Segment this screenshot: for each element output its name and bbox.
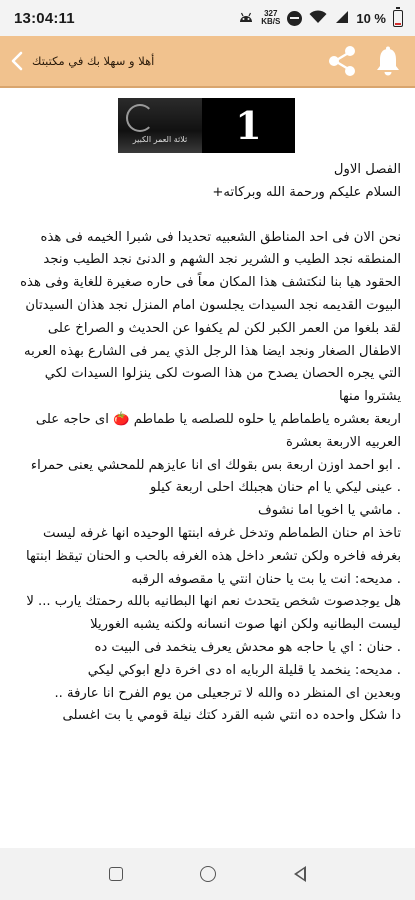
net-speed	[261, 10, 280, 26]
net-speed-value: 327	[264, 9, 278, 18]
do-not-disturb-icon	[287, 11, 302, 26]
recents-icon[interactable]	[109, 867, 123, 881]
paragraph: هل يوجدصوت شخص يتحدث نعم انها البطانيه بالله رحمتك يارب ... لا ليست البطانيه ولكن انها صوت انسانه ولكنه يشبه الغوريلا	[26, 594, 401, 633]
wifi-icon	[309, 10, 327, 27]
paragraph: وبعدين اى المنظر ده والله لا ترجعيلى من يوم الفرح انا عارفة ..	[54, 685, 401, 701]
signal-icon	[334, 10, 349, 27]
back-triangle-icon[interactable]	[294, 866, 306, 882]
home-icon[interactable]	[200, 866, 216, 882]
paragraph: . حنان : اي يا حاجه هو محدش يعرف ينخمد فى البيت ده	[94, 639, 401, 655]
chapter-text	[12, 159, 401, 728]
chapter-heading: الفصل الاول	[333, 162, 401, 177]
chapter-banner-wrap	[12, 90, 401, 153]
book-cover-image	[118, 98, 202, 153]
system-nav-bar	[0, 848, 415, 900]
battery-percent: 10 %	[356, 10, 386, 26]
paragraph: . مديحه: انت يا بت يا حنان انتي يا مقصوفه الرقبه	[131, 571, 401, 587]
app-bar-actions	[327, 45, 401, 77]
app-bar-title: أهلا و سهلا بك في مكتبتك	[32, 54, 155, 68]
status-time: 13:04:11	[14, 9, 75, 27]
back-chevron-icon[interactable]	[4, 41, 30, 81]
reader-content[interactable]	[0, 90, 415, 848]
paragraph: نحن الان فى احد المناطق الشعبيه تحديدا فى شبرا الخيمه فى هذه المنطقه نجد الطيب و الشرير نجد الشهم و الدنئ نجد الطيب ونجد الحقود هيا بنا لنكتشف هذا المكان معاً فى حاره صغيرة للغاية وفى هذه البيوت القديمه نجد السيدات يجلسون امام المنزل نجد هذان السيدتان لقد بلغوا من العمر الكبر لكن لم يكفوا عن الحديث و الصراخ على الاطفال الصغار ونجد ايضا هذا الرجل الذي يمر فى الشارع بهذه العربه التي يجره الحصان يصدح من هذا الصوت لكى ينزلوا السيدات لكي يشتروا منها	[20, 229, 401, 405]
net-speed-unit: KB/S	[261, 17, 281, 26]
battery-low-icon	[393, 10, 403, 27]
moon-icon	[126, 104, 154, 132]
paragraph: . مديحه: ينخمد يا قليلة الربايه اه دى اخرة دلع ابوكي ليكي	[87, 662, 401, 678]
spacer	[12, 205, 401, 227]
app-bar	[0, 36, 415, 88]
chapter-greeting: السلام عليكم ورحمة الله وبركاته+	[212, 184, 401, 200]
paragraph: . ماشي يا اخويا اما نشوف	[258, 503, 401, 519]
bell-icon[interactable]	[375, 46, 401, 76]
paragraph: دا شكل واحده ده انتي شبه القرد كتك نيلة قومي يا بت اغسلى	[62, 708, 401, 724]
paragraph: . ابو احمد اوزن اربعة بس بقولك اى انا عايزهم للمحشي يعنى حمراء	[30, 457, 401, 473]
app-bar-left	[4, 41, 154, 81]
paragraph: اربعة بعشره ياطماطم يا حلوه للصلصه يا طماطم 🍅 اى حاجه على العربيه الاربعة بعشرة	[35, 411, 401, 450]
chapter-number: 1	[235, 103, 262, 148]
status-bar	[0, 0, 415, 36]
banner-caption: ثلاثة العمر الكبير	[132, 135, 188, 144]
status-icons	[238, 10, 403, 27]
chapter-banner	[118, 98, 295, 153]
android-notification-icon	[238, 11, 254, 26]
paragraph: . عينى ليكي يا ام حنان هجبلك احلى اربعة كيلو	[149, 480, 401, 496]
paragraph: تاخذ ام حنان الطماطم وتدخل غرفه ابنتها الوحيده انها غرفه ليست بغرفه فاخره ولكن تشعر داخل هذه الغرفه بالحب و الحنان تيقظ ابنتها	[25, 525, 401, 564]
share-icon[interactable]	[327, 45, 357, 77]
